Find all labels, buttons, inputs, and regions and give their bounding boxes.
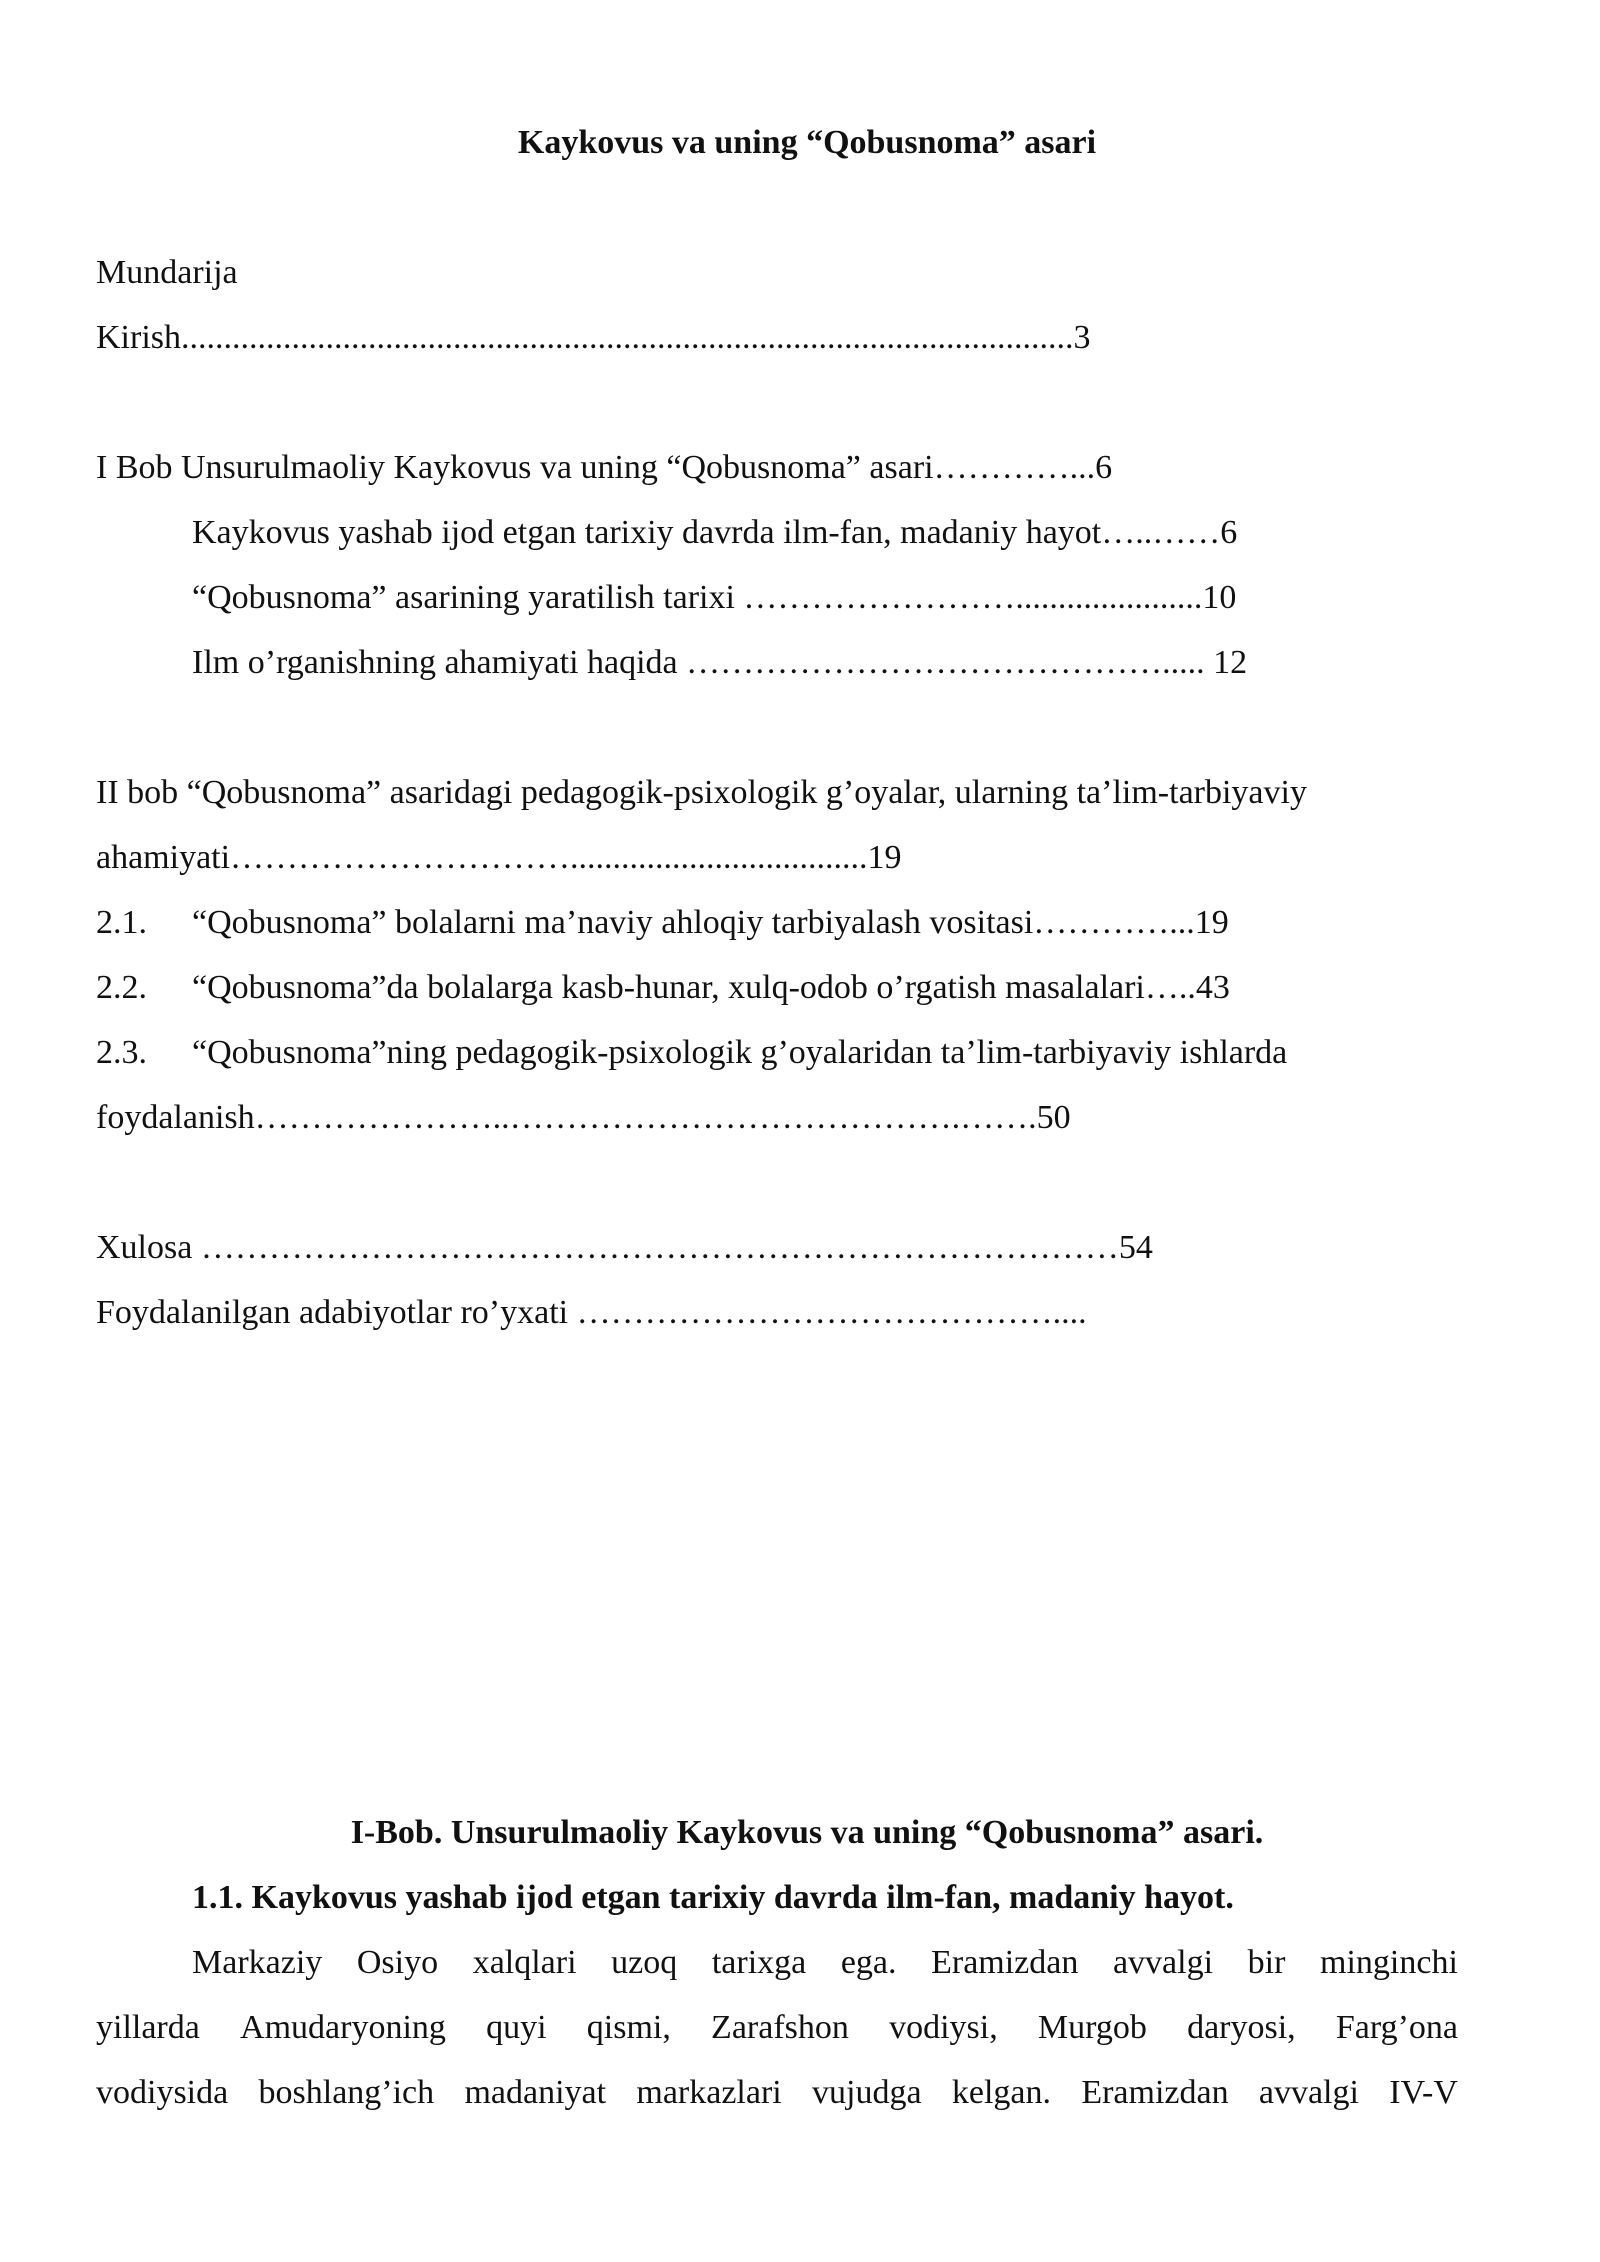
toc-conclusion: Xulosa ………………………………………………………………………54 <box>96 1229 1153 1266</box>
spacer <box>96 370 1458 435</box>
section-heading: 1.1. Kaykovus yashab ijod etgan tarixiy davrda ilm-fan, madaniy hayot. <box>192 1879 1234 1916</box>
word: vodiysida <box>96 2074 229 2111</box>
document-title: Kaykovus va uning “Qobusnoma” asari <box>517 124 1097 161</box>
word: qismi, <box>586 2009 671 2046</box>
word: tarixga <box>711 1944 807 1981</box>
word: Farg’ona <box>1335 2009 1458 2046</box>
toc-chapter-1: I Bob Unsurulmaoliy Kaykovus va uning “Qobusnoma” asari…………...6 <box>96 449 1113 486</box>
toc-heading: Mundarija <box>96 254 238 291</box>
toc-item-1-1: Kaykovus yashab ijod etgan tarixiy davrda ilm-fan, madaniy hayot…..……6 <box>192 514 1238 551</box>
toc-item-2-2 <box>96 955 1458 1020</box>
word: avvalgi <box>1112 1944 1214 1981</box>
toc-item-1-3: Ilm o’rganishning ahamiyati haqida ……………………………………..... 12 <box>192 644 1248 681</box>
word: bir <box>1247 1944 1286 1981</box>
word: quyi <box>486 2009 547 2046</box>
word: avvalgi <box>1258 2074 1359 2111</box>
word: minginchi <box>1320 1944 1458 1981</box>
word: madaniyat <box>464 2074 607 2111</box>
word: ega. <box>840 1944 897 1981</box>
toc-item-2-3-continued: foydalanish…………………..………………………………….…….50 <box>96 1099 1071 1136</box>
word: vujudga <box>812 2074 922 2111</box>
word: Eramizdan <box>1081 2074 1229 2111</box>
word: vodiysi, <box>889 2009 998 2046</box>
spacer <box>96 1150 1458 1215</box>
paragraph-line-1 <box>96 1930 1458 1995</box>
chapter-heading: I-Bob. Unsurulmaoliy Kaykovus va uning “Qobusnoma” asari. <box>350 1814 1264 1851</box>
toc-item-2-3 <box>96 1020 1458 1085</box>
toc-item-text: “Qobusnoma” bolalarni ma’naviy ahloqiy tarbiyalash vositasi…………...19 <box>192 904 1229 941</box>
toc-item-1-2: “Qobusnoma” asarining yaratilish tarixi ……………………......................10 <box>192 579 1237 616</box>
word: IV-V <box>1389 2074 1458 2111</box>
word: daryosi, <box>1187 2009 1296 2046</box>
toc-chapter-2-line-2: ahamiyati…………………………...................................19 <box>96 839 902 876</box>
word: uzoq <box>611 1944 678 1981</box>
toc-references: Foydalanilgan adabiyotlar ro’yxati …………………………………….... <box>96 1294 1087 1331</box>
toc-item-text: “Qobusnoma”da bolalarga kasb-hunar, xulq-odob o’rgatish masalalari…..43 <box>192 969 1230 1006</box>
toc-intro: Kirish.........................................................................................................3 <box>96 319 1091 356</box>
word: yillarda <box>96 2009 200 2046</box>
word: Zarafshon <box>711 2009 849 2046</box>
word: Osiyo <box>356 1944 439 1981</box>
toc-item-number: 2.1. <box>96 904 147 941</box>
word: Murgob <box>1037 2009 1147 2046</box>
paragraph-line-2 <box>96 1995 1458 2060</box>
page-break-space <box>96 1345 1458 1800</box>
toc-item-2-1 <box>96 890 1458 955</box>
paragraph-line-3 <box>96 2060 1458 2125</box>
word: boshlang’ich <box>258 2074 435 2111</box>
word: kelgan. <box>951 2074 1052 2111</box>
toc-item-number: 2.3. <box>96 1034 147 1071</box>
word: markazlari <box>636 2074 782 2111</box>
toc-item-text: “Qobusnoma”ning pedagogik-psixologik g’oyalaridan ta’lim-tarbiyaviy ishlarda <box>192 1034 1288 1071</box>
spacer <box>96 175 1458 240</box>
word: Markaziy <box>192 1944 323 1981</box>
word: xalqlari <box>472 1944 577 1981</box>
spacer <box>96 695 1458 760</box>
toc-chapter-2-line-1: II bob “Qobusnoma” asaridagi pedagogik-psixologik g’oyalar, ularning ta’lim-tarbiyaviy <box>96 774 1307 811</box>
toc-item-number: 2.2. <box>96 969 147 1006</box>
word: Eramizdan <box>931 1944 1079 1981</box>
word: Amudaryoning <box>240 2009 446 2046</box>
